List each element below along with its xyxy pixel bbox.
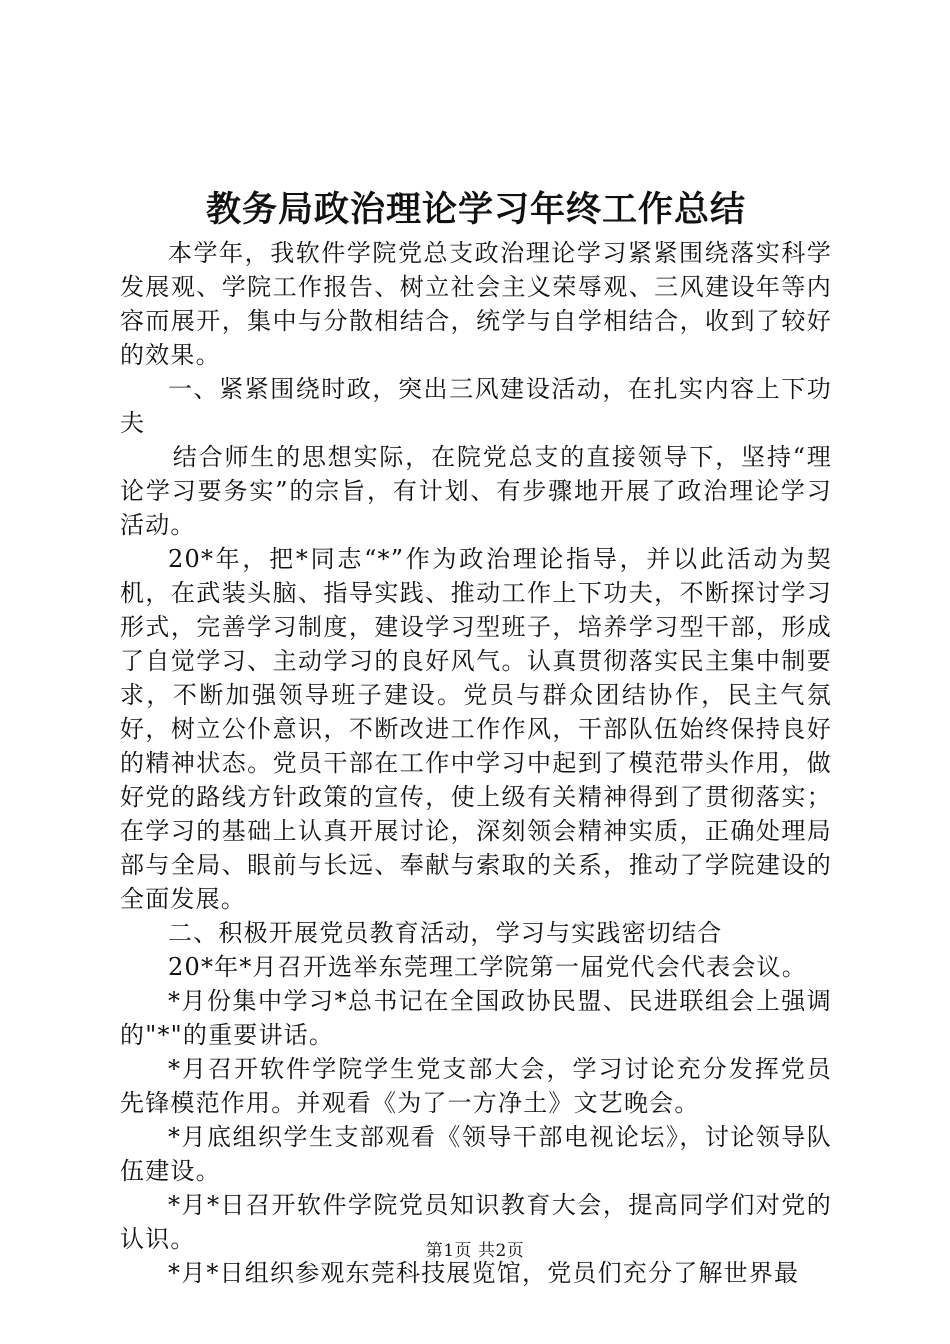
document-body: [120, 180, 832, 1290]
paragraph-2: 20*年，把*同志“*”作为政治理论指导，并以此活动为契机，在武装头脑、指导实践、推动工作上下功夫，不断探讨学习形式，完善学习制度，建设学习型班子，培养学习型干部，形成了自觉学习、主动学习的良好风气。认真贯彻落实民主集中制要求，不断加强领导班子建设。党员与群众团结协作，民主气氛好，树立公仆意识，不断改进工作作风，干部队伍始终保持良好的精神状态。党员干部在工作中学习中起到了模范带头作用，做好党的路线方针政策的宣传，使上级有关精神得到了贯彻落实；在学习的基础上认真开展讨论，深刻领会精神实质，正确处理局部与全局、眼前与长远、奉献与索取的关系，推动了学院建设的全面发展。: [120, 544, 832, 913]
section-heading-1: 一、紧紧围绕时政，突出三风建设活动，在扎实内容上下功夫: [120, 374, 832, 437]
section-heading-2: 二、积极开展党员教育活动，学习与实践密切结合: [168, 918, 723, 947]
list-item: *月*日组织参观东莞科技展览馆，党员们充分了解世界最: [168, 1258, 800, 1287]
paragraph-1: 结合师生的思想实际，在院党总支的直接领导下，坚持“理论学习要务实”的宗旨，有计划、有步骤地开展了政治理论学习活动。: [120, 442, 832, 539]
document-title: 教务局政治理论学习年终工作总结: [205, 189, 746, 230]
paragraph-intro: 本学年，我软件学院党总支政治理论学习紧紧围绕落实科学发展观、学院工作报告、树立社会主义荣辱观、三风建设年等内容而展开，集中与分散相结合，统学与自学相结合，收到了较好的效果。: [120, 238, 832, 369]
page-footer: 第1页 共2页: [425, 1241, 525, 1261]
list-item: *月底组织学生支部观看《领导干部电视论坛》，讨论领导队伍建设。: [120, 1122, 832, 1185]
list-item: *月*日召开软件学院党员知识教育大会，提高同学们对党的认识。: [120, 1190, 832, 1253]
list-item: 20*年*月召开选举东莞理工学院第一届党代会代表会议。: [168, 952, 807, 981]
list-item: *月份集中学习*总书记在全国政协民盟、民进联组会上强调的"*"的重要讲话。: [120, 986, 832, 1049]
list-item: *月召开软件学院学生党支部大会，学习讨论充分发挥党员先锋模范作用。并观看《为了一方净土》文艺晚会。: [120, 1054, 832, 1117]
